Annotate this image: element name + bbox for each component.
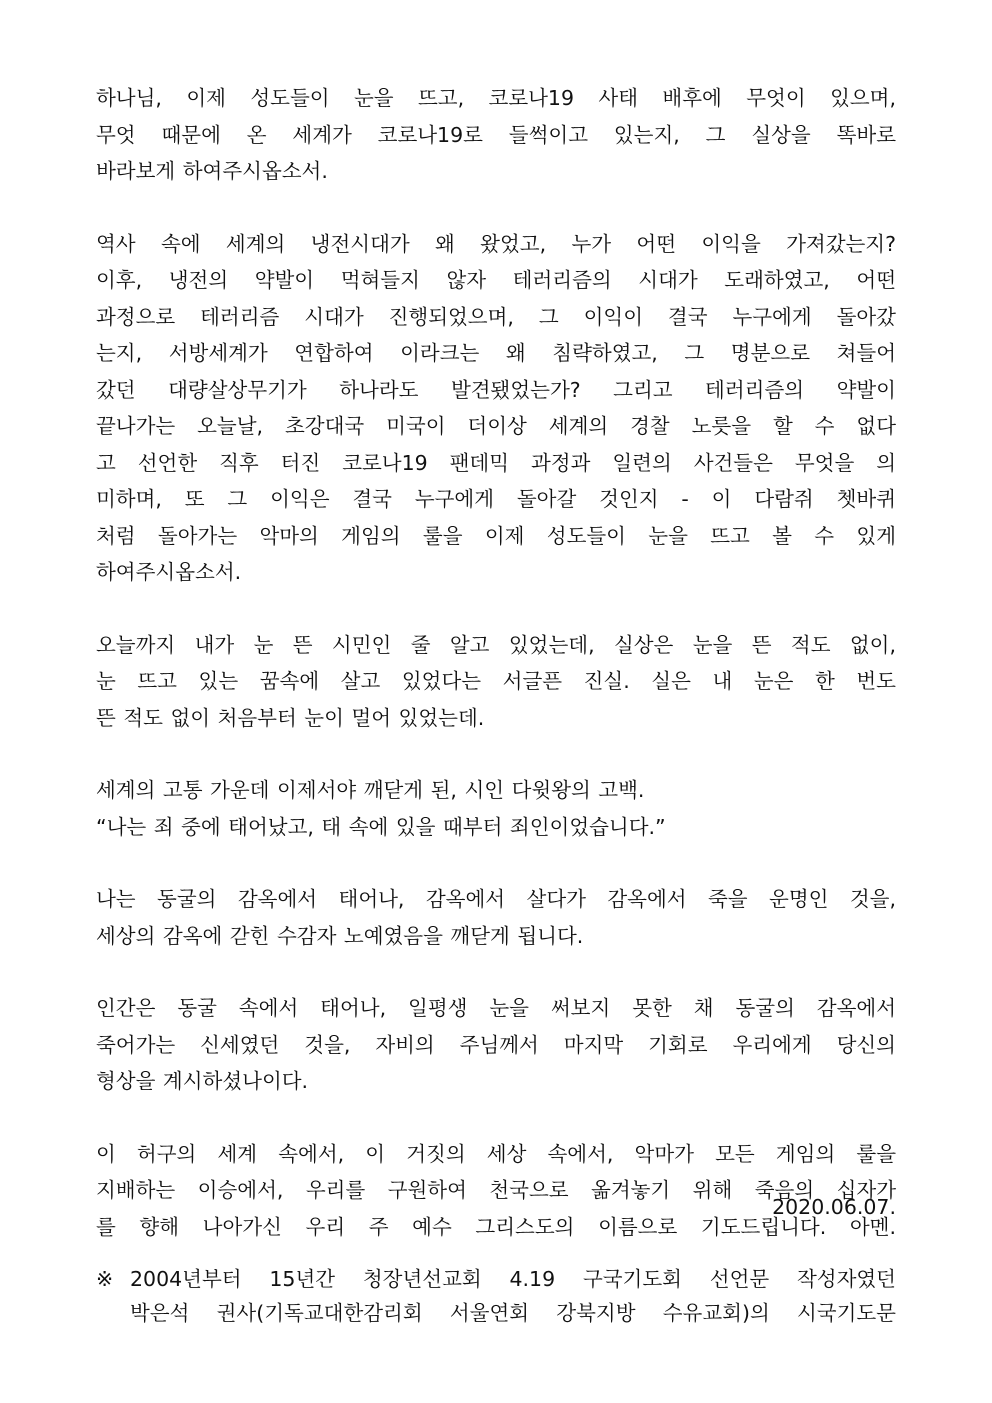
paragraph-prayer-intro xyxy=(96,80,896,190)
text-line: 오늘까지 내가 눈 뜬 시민인 줄 알고 있었는데, 실상은 눈을 뜬 적도 없이, xyxy=(96,632,896,657)
text-line: 미하며, 또 그 이익은 결국 누구에게 돌아갈 것인지 - 이 다람쥐 쳇바퀴 xyxy=(96,487,896,511)
paragraph-cave-prison xyxy=(96,881,896,954)
author-note-text xyxy=(130,1262,896,1330)
document-date: 2020.06.07. xyxy=(772,1195,896,1219)
text-line: 지배하는 이승에서, 우리를 구원하여 천국으로 옮겨놓기 위해 죽음의 십자가 xyxy=(96,1178,896,1202)
text-line: 역사 속에 세계의 냉전시대가 왜 왔었고, 누가 어떤 이익을 가져갔는지? xyxy=(96,231,896,256)
text-line: 눈 뜨고 있는 꿈속에 살고 있었다는 서글픈 진실. 실은 내 눈은 한 번도 xyxy=(96,669,896,693)
text-line: 과정으로 테러리즘 시대가 진행되었으며, 그 이익이 결국 누구에게 돌아갔 xyxy=(96,304,896,329)
paragraph-david-confession xyxy=(96,772,896,845)
text-line: 하여주시옵소서. xyxy=(96,560,242,584)
text-line: 나는 동굴의 감옥에서 태어나, 감옥에서 살다가 감옥에서 죽을 운명인 것을, xyxy=(96,887,896,911)
author-note xyxy=(96,1262,896,1330)
paragraph-human-cave xyxy=(96,990,896,1100)
text-line: “나는 죄 중에 태어났고, 태 속에 있을 때부터 죄인이었습니다.” xyxy=(96,814,666,839)
text-line: 이 허구의 세계 속에서, 이 거짓의 세상 속에서, 악마가 모든 게임의 룰을 xyxy=(96,1141,896,1166)
text-line: 형상을 계시하셨나이다. xyxy=(96,1069,309,1093)
text-line: 죽어가는 신세였던 것을, 자비의 주님께서 마지막 기회로 우리에게 당신의 xyxy=(96,1032,896,1057)
reference-mark-icon: ※ xyxy=(96,1267,114,1291)
paragraph-closing-prayer xyxy=(96,1136,896,1246)
text-line: 하나님, 이제 성도들이 눈을 뜨고, 코로나19 사태 배후에 무엇이 있으며, xyxy=(96,86,896,110)
text-line: 처럼 돌아가는 악마의 게임의 룰을 이제 성도들이 눈을 뜨고 볼 수 있게 xyxy=(96,523,896,548)
document-body xyxy=(96,80,896,1245)
text-line: 는지, 서방세계가 연합하여 이라크는 왜 침략하였고, 그 명분으로 쳐들어 xyxy=(96,341,896,365)
paragraph-citizen xyxy=(96,627,896,737)
text-line: 무엇 때문에 온 세계가 코로나19로 들썩이고 있는지, 그 실상을 똑바로 xyxy=(96,122,896,147)
text-line: 뜬 적도 없이 처음부터 눈이 멀어 있었는데. xyxy=(96,705,485,730)
text-line: 2004년부터 15년간 청장년선교회 4.19 구국기도회 선언문 작성자였던 xyxy=(130,1267,896,1291)
text-line: 를 향해 나아가신 우리 주 예수 그리스도의 이름으로 기도드립니다. 아멘. xyxy=(96,1214,896,1239)
text-line: 박은석 권사(기독교대한감리회 서울연회 강북지방 수유교회)의 시국기도문 xyxy=(130,1301,896,1325)
text-line: 고 선언한 직후 터진 코로나19 팬데믹 과정과 일련의 사건들은 무엇을 의 xyxy=(96,450,896,475)
text-line: 이후, 냉전의 약발이 먹혀들지 않자 테러리즘의 시대가 도래하였고, 어떤 xyxy=(96,268,896,292)
paragraph-history xyxy=(96,226,896,591)
text-line: 세계의 고통 가운데 이제서야 깨닫게 된, 시인 다윗왕의 고백. xyxy=(96,778,645,802)
text-line: 끝나가는 오늘날, 초강대국 미국이 더이상 세계의 경찰 노릇을 할 수 없다 xyxy=(96,414,896,438)
text-line: 세상의 감옥에 갇힌 수감자 노예였음을 깨닫게 됩니다. xyxy=(96,923,584,948)
text-line: 바라보게 하여주시옵소서. xyxy=(96,159,328,183)
text-line: 인간은 동굴 속에서 태어나, 일평생 눈을 써보지 못한 채 동굴의 감옥에서 xyxy=(96,996,896,1020)
text-line: 갔던 대량살상무기가 하나라도 발견됐었는가? 그리고 테러리즘의 약발이 xyxy=(96,377,896,402)
